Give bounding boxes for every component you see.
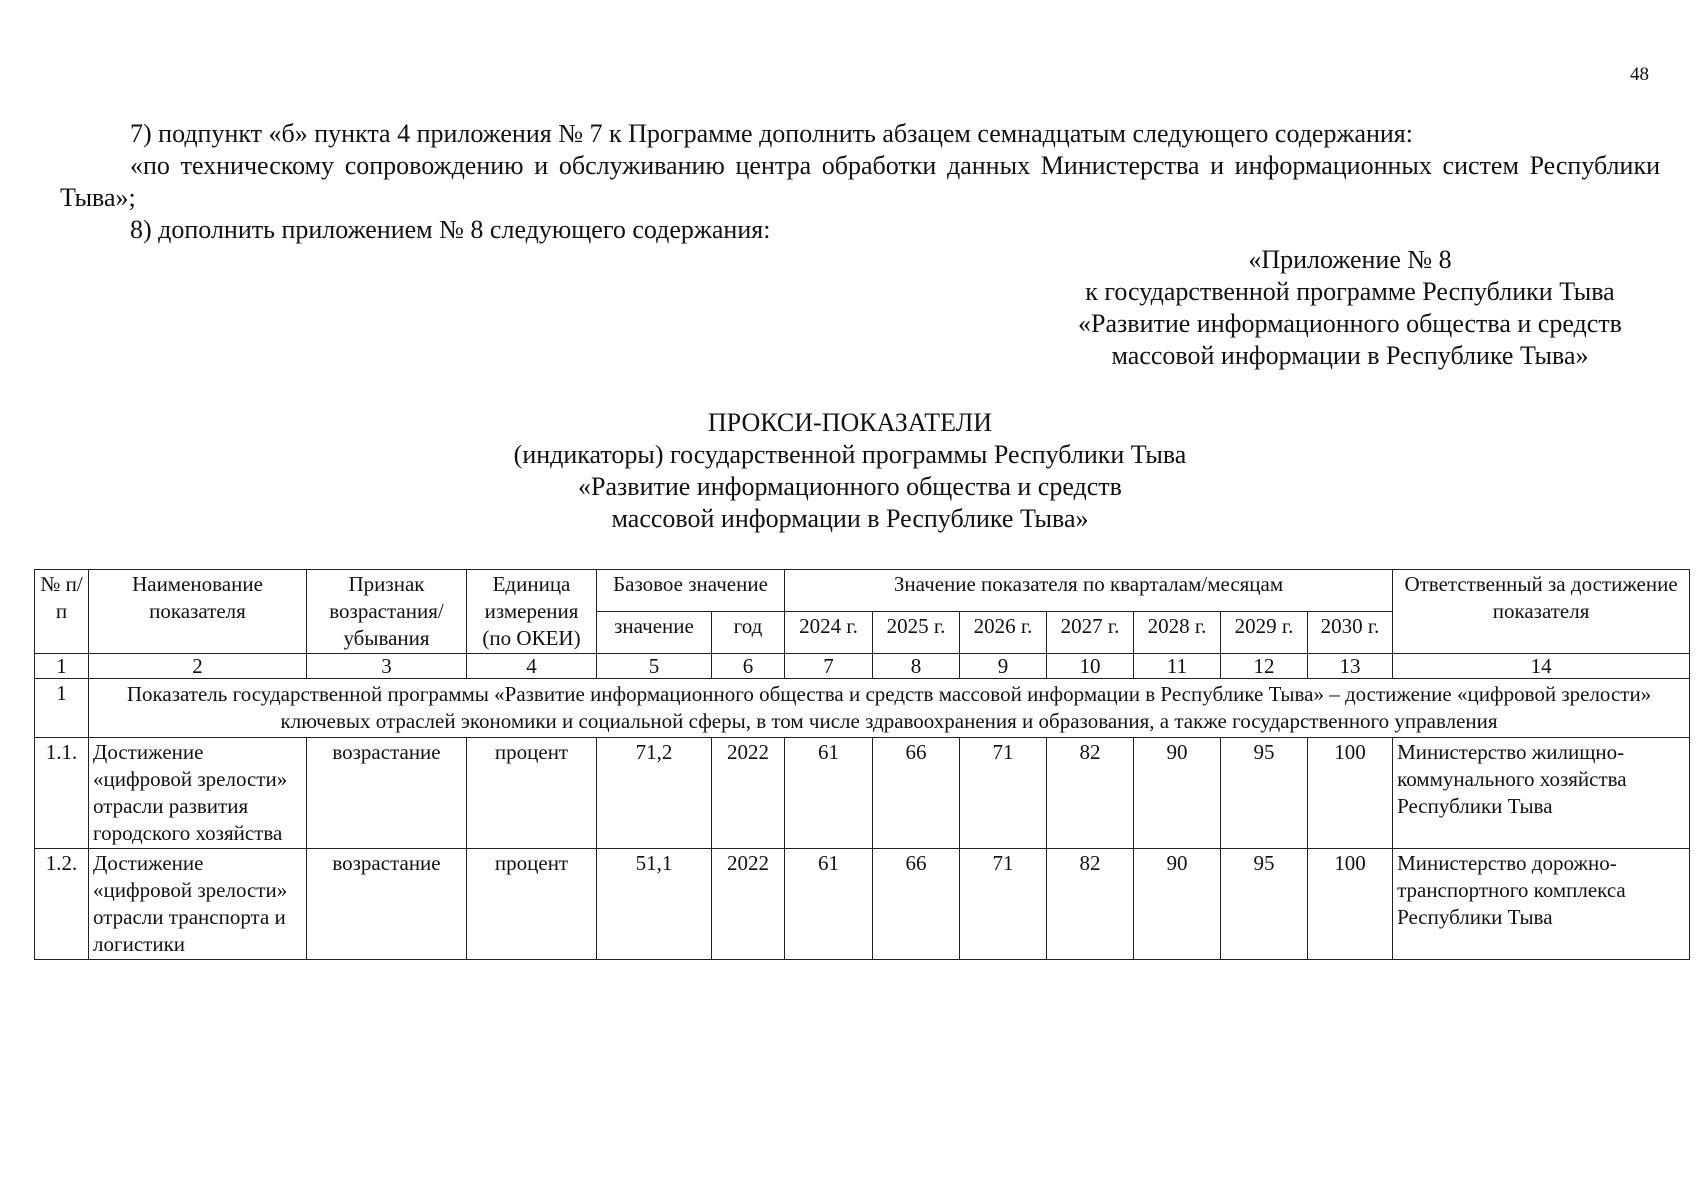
header-year: 2028 г.	[1134, 612, 1221, 654]
row-value: 61	[785, 738, 873, 849]
row-base-year: 2022	[712, 849, 785, 960]
row-value: 90	[1134, 849, 1221, 960]
header-year: 2030 г.	[1308, 612, 1393, 654]
row-value: 100	[1308, 738, 1393, 849]
row-value: 82	[1047, 738, 1134, 849]
row-value: 71	[960, 738, 1047, 849]
row-unit: процент	[467, 849, 597, 960]
row-base-year: 2022	[712, 738, 785, 849]
header-year: 2026 г.	[960, 612, 1047, 654]
column-number-row	[35, 654, 1690, 679]
appendix-line: «Приложение № 8	[1248, 245, 1452, 274]
title-line: (индикаторы) государственной программы Республики Тыва	[513, 440, 1187, 469]
column-number: 3	[307, 654, 467, 679]
row-value: 100	[1308, 849, 1393, 960]
header-sign: Признак возрастания/ убывания	[307, 570, 467, 654]
row-value: 90	[1134, 738, 1221, 849]
paragraph-item-7: 7) подпункт «б» пункта 4 приложения № 7 к Программе дополнить абзацем семнадцатым следующего содержания:	[130, 119, 1413, 148]
section-num: 1	[35, 679, 89, 738]
section-text: Показатель государственной программы «Развитие информационного общества и средств массовой информации в Республике Тыва» – достижение «цифровой зрелости» ключевых отраслей экономики и социальной сферы, в том числе здравоохранения и образования, а также государственного управления	[89, 679, 1690, 738]
row-value: 82	[1047, 849, 1134, 960]
header-year: 2025 г.	[873, 612, 960, 654]
row-name: Достижение «цифровой зрелости» отрасли транспорта и логистики	[89, 849, 307, 960]
column-number: 6	[712, 654, 785, 679]
row-value: 66	[873, 738, 960, 849]
row-name: Достижение «цифровой зрелости» отрасли развития городского хозяйства	[89, 738, 307, 849]
row-responsible: Министерство жилищно-коммунального хозяйства Республики Тыва	[1393, 738, 1690, 849]
page-number: 48	[1630, 64, 1649, 85]
row-num: 1.2.	[35, 849, 89, 960]
paragraph-quote: «по техническому сопровождению и обслуживанию центра обработки данных Министерства и информационных систем Республики Тыва»;	[60, 151, 1660, 212]
header-base-value: значение	[597, 612, 712, 654]
header-unit: Единица измерения (по ОКЕИ)	[467, 570, 597, 654]
column-number: 8	[873, 654, 960, 679]
table-row	[35, 849, 1690, 960]
header-base-year: год	[712, 612, 785, 654]
header-name: Наименование показателя	[89, 570, 307, 654]
column-number: 10	[1047, 654, 1134, 679]
title-line: ПРОКСИ-ПОКАЗАТЕЛИ	[707, 408, 993, 437]
row-sign: возрастание	[307, 849, 467, 960]
title-line: «Развитие информационного общества и средств	[578, 472, 1122, 501]
header-base: Базовое значение	[597, 570, 785, 612]
column-number: 13	[1308, 654, 1393, 679]
column-number: 4	[467, 654, 597, 679]
appendix-line: к государственной программе Республики Тыва	[1085, 277, 1615, 306]
row-value: 95	[1221, 738, 1308, 849]
column-number: 14	[1393, 654, 1690, 679]
row-value: 61	[785, 849, 873, 960]
column-number: 2	[89, 654, 307, 679]
column-number: 11	[1134, 654, 1221, 679]
paragraph-item-8: 8) дополнить приложением № 8 следующего содержания:	[130, 215, 771, 244]
section-row	[35, 679, 1690, 738]
row-value: 66	[873, 849, 960, 960]
header-year: 2024 г.	[785, 612, 873, 654]
row-unit: процент	[467, 738, 597, 849]
row-responsible: Министерство дорожно-транспортного комплекса Республики Тыва	[1393, 849, 1690, 960]
title-line: массовой информации в Республике Тыва»	[611, 504, 1089, 533]
header-num: № п/п	[35, 570, 89, 654]
column-number: 7	[785, 654, 873, 679]
row-value: 71	[960, 849, 1047, 960]
appendix-line: «Развитие информационного общества и средств	[1078, 309, 1622, 338]
table-row	[35, 738, 1690, 849]
row-value: 95	[1221, 849, 1308, 960]
column-number: 12	[1221, 654, 1308, 679]
row-base-value: 71,2	[597, 738, 712, 849]
document-title	[400, 407, 1300, 535]
row-num: 1.1.	[35, 738, 89, 849]
appendix-line: массовой информации в Республике Тыва»	[1111, 341, 1589, 370]
column-number: 1	[35, 654, 89, 679]
column-number: 5	[597, 654, 712, 679]
header-values: Значение показателя по кварталам/месяцам	[785, 570, 1393, 612]
header-year: 2029 г.	[1221, 612, 1308, 654]
indicators-table	[34, 569, 1690, 960]
header-responsible: Ответственный за достижение показателя	[1393, 570, 1690, 654]
column-number: 9	[960, 654, 1047, 679]
appendix-caption	[1000, 244, 1697, 372]
header-year: 2027 г.	[1047, 612, 1134, 654]
row-base-value: 51,1	[597, 849, 712, 960]
row-sign: возрастание	[307, 738, 467, 849]
